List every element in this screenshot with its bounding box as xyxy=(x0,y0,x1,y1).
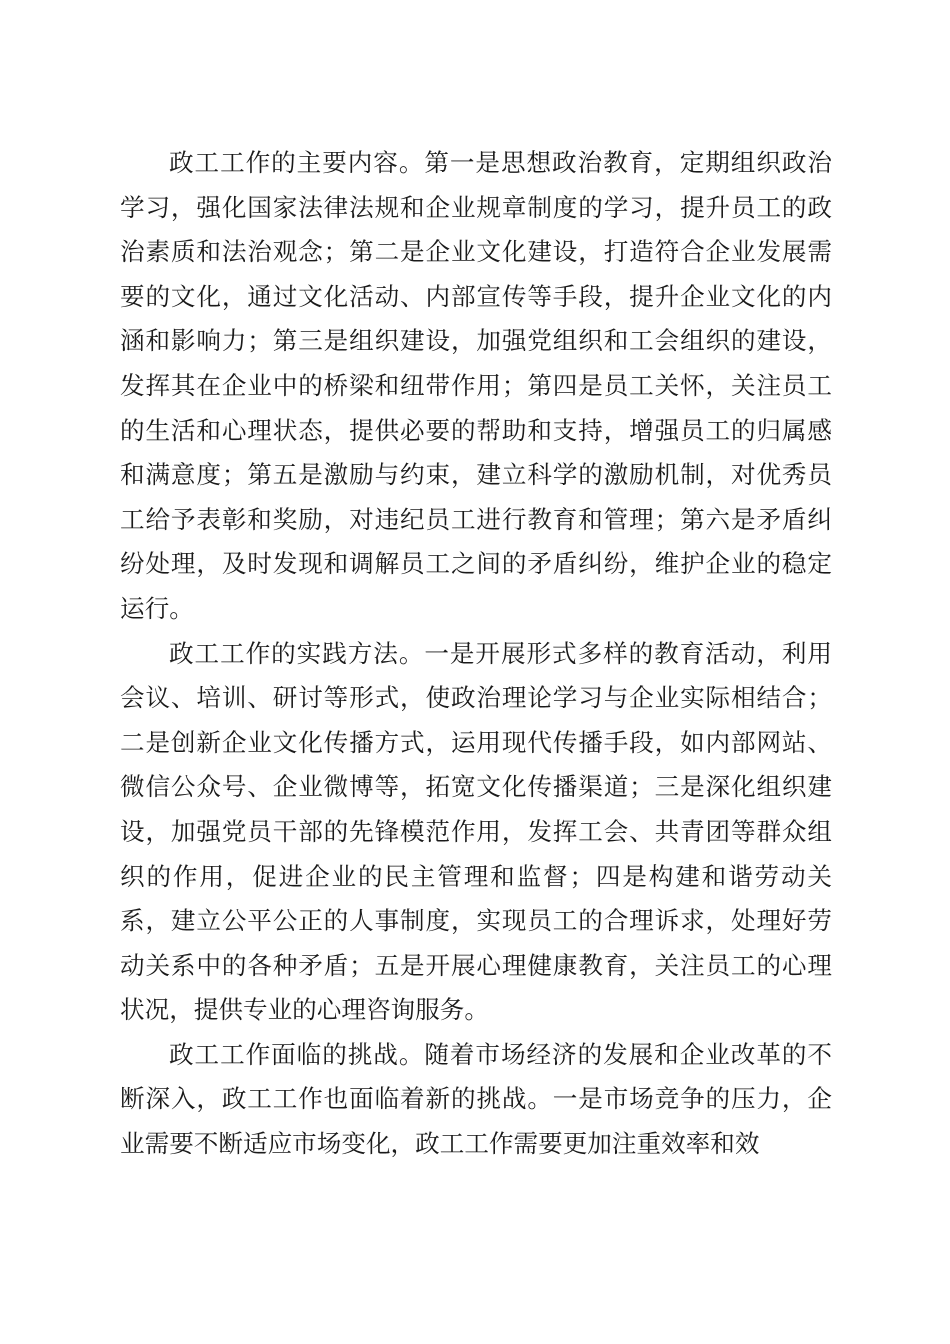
paragraph-practice-methods: 政工工作的实践方法。一是开展形式多样的教育活动，利用会议、培训、研讨等形式，使政治理论学习与企业实际相结合；二是创新企业文化传播方式，运用现代传播手段，如内部网站、微信公众号、企业微博等，拓宽文化传播渠道；三是深化组织建设，加强党员干部的先锋模范作用，发挥工会、共青团等群众组织的作用，促进企业的民主管理和监督；四是构建和谐劳动关系，建立公平公正的人事制度，实现员工的合理诉求，处理好劳动关系中的各种矛盾；五是开展心理健康教育，关注员工的心理状况，提供专业的心理咨询服务。 xyxy=(120,638,832,1025)
paragraph-main-content: 政工工作的主要内容。第一是思想政治教育，定期组织政治学习，强化国家法律法规和企业规章制度的学习，提升员工的政治素质和法治观念；第二是企业文化建设，打造符合企业发展需要的文化，通过文化活动、内部宣传等手段，提升企业文化的内涵和影响力；第三是组织建设，加强党组织和工会组织的建设，发挥其在企业中的桥梁和纽带作用；第四是员工关怀，关注员工的生活和心理状态，提供必要的帮助和支持，增强员工的归属感和满意度；第五是激励与约束，建立科学的激励机制，对优秀员工给予表彰和奖励，对违纪员工进行教育和管理；第六是矛盾纠纷处理，及时发现和调解员工之间的矛盾纠纷，维护企业的稳定运行。 xyxy=(120,148,832,623)
paragraph-challenges: 政工工作面临的挑战。随着市场经济的发展和企业改革的不断深入，政工工作也面临着新的挑战。一是市场竞争的压力，企业需要不断适应市场变化，政工工作需要更加注重效率和效 xyxy=(120,1039,832,1159)
document-body xyxy=(120,141,832,1167)
